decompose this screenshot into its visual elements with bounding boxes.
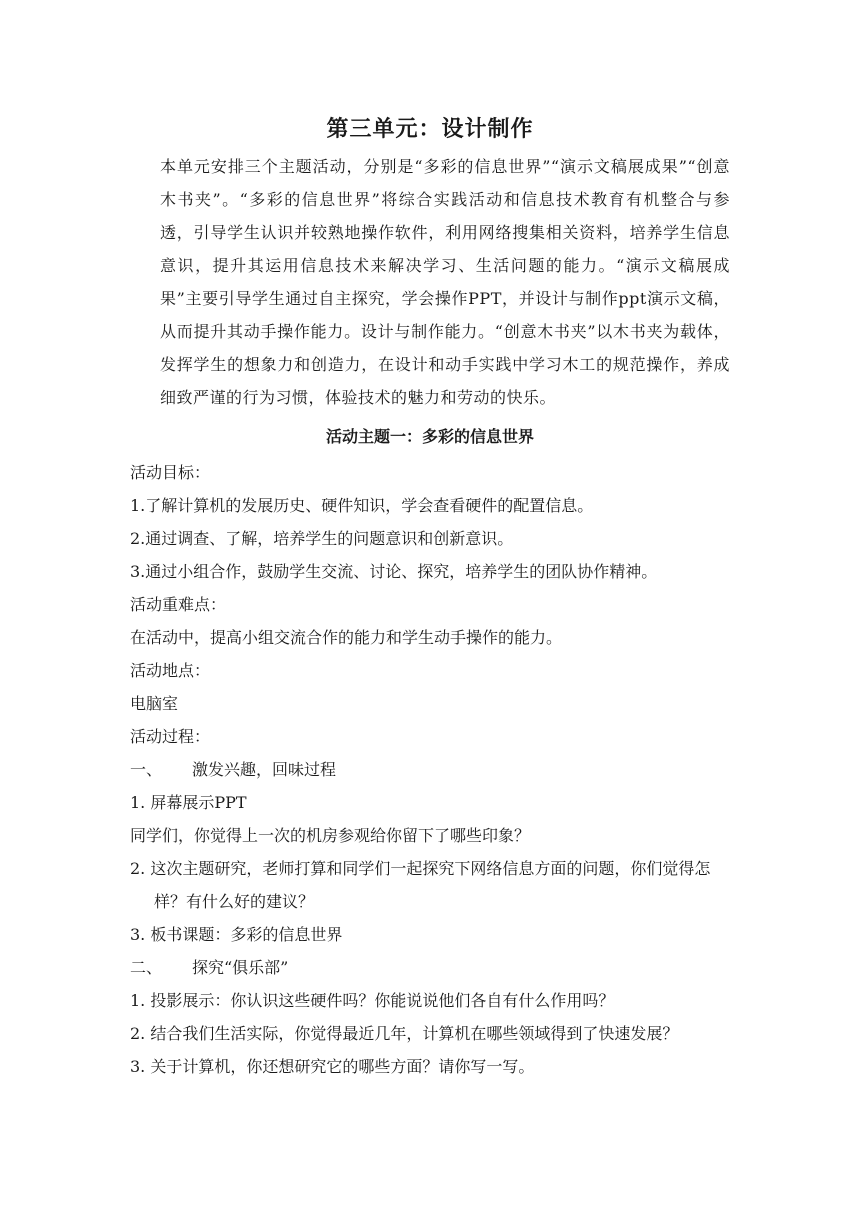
list-text: 同学们，你觉得上一次的机房参观给你留下了哪些印象？ xyxy=(130,826,531,845)
key-text: 在活动中，提高小组交流合作的能力和学生动手操作的能力。 xyxy=(130,628,563,647)
section-number: 一、 xyxy=(130,760,163,779)
goal-item: 1.了解计算机的发展历史、硬件知识，学会查看硬件的配置信息。 xyxy=(130,496,594,515)
place-text: 电脑室 xyxy=(130,694,179,713)
section-title: 激发兴趣，回味过程 xyxy=(192,760,337,779)
list-item: 2. 结合我们生活实际，你觉得最近几年，计算机在哪些领域得到了快速发展？ xyxy=(130,1024,679,1043)
key-label: 活动重难点： xyxy=(130,595,227,614)
process-label: 活动过程： xyxy=(130,727,211,746)
list-item: 2. 这次主题研究，老师打算和同学们一起探究下网络信息方面的问题，你们觉得怎样？有什么好的建议？ xyxy=(130,859,711,911)
list-item: 3. 板书课题：多彩的信息世界 xyxy=(130,925,343,944)
activity-subtitle: 活动主题一：多彩的信息世界 xyxy=(325,427,534,446)
section-title: 探究“俱乐部” xyxy=(192,958,289,977)
page-title: 第三单元：设计制作 xyxy=(326,117,534,142)
goal-item: 3.通过小组合作，鼓励学生交流、讨论、探究，培养学生的团队协作精神。 xyxy=(130,562,658,581)
document-body xyxy=(130,456,740,1083)
goal-item: 2.通过调查、了解，培养学生的问题意识和创新意识。 xyxy=(130,529,514,548)
intro-paragraph: 本单元安排三个主题活动，分别是“多彩的信息世界”“演示文稿展成果”“创意木书夹”。“多彩的信息世界”将综合实践活动和信息技术教育有机整合与参透，引导学生认识并较熟地操作软件，利用网络搜集相关资料，培养学生信息意识，提升其运用信息技术来解决学习、生活问题的能力。“演示文稿展成果”主要引导学生通过自主探究，学会操作PPT，并设计与制作ppt演示文稿，从而提升其动手操作能力。设计与制作能力。“创意木书夹”以木书夹为载体，发挥学生的想象力和创造力，在设计和动手实践中学习木工的规范操作，养成细致严谨的行为习惯，体验技术的魅力和劳动的快乐。 xyxy=(160,157,730,407)
goals-label: 活动目标： xyxy=(130,463,211,482)
place-label: 活动地点： xyxy=(130,661,211,680)
section-heading xyxy=(130,753,740,786)
list-item: 1. 投影展示：你认识这些硬件吗？你能说说他们各自有什么作用吗？ xyxy=(130,991,615,1010)
section-number: 二、 xyxy=(130,958,163,977)
list-item: 1. 屏幕展示PPT xyxy=(130,793,247,812)
section-heading xyxy=(130,951,740,984)
list-item: 3. 关于计算机，你还想研究它的哪些方面？请你写一写。 xyxy=(130,1057,535,1076)
